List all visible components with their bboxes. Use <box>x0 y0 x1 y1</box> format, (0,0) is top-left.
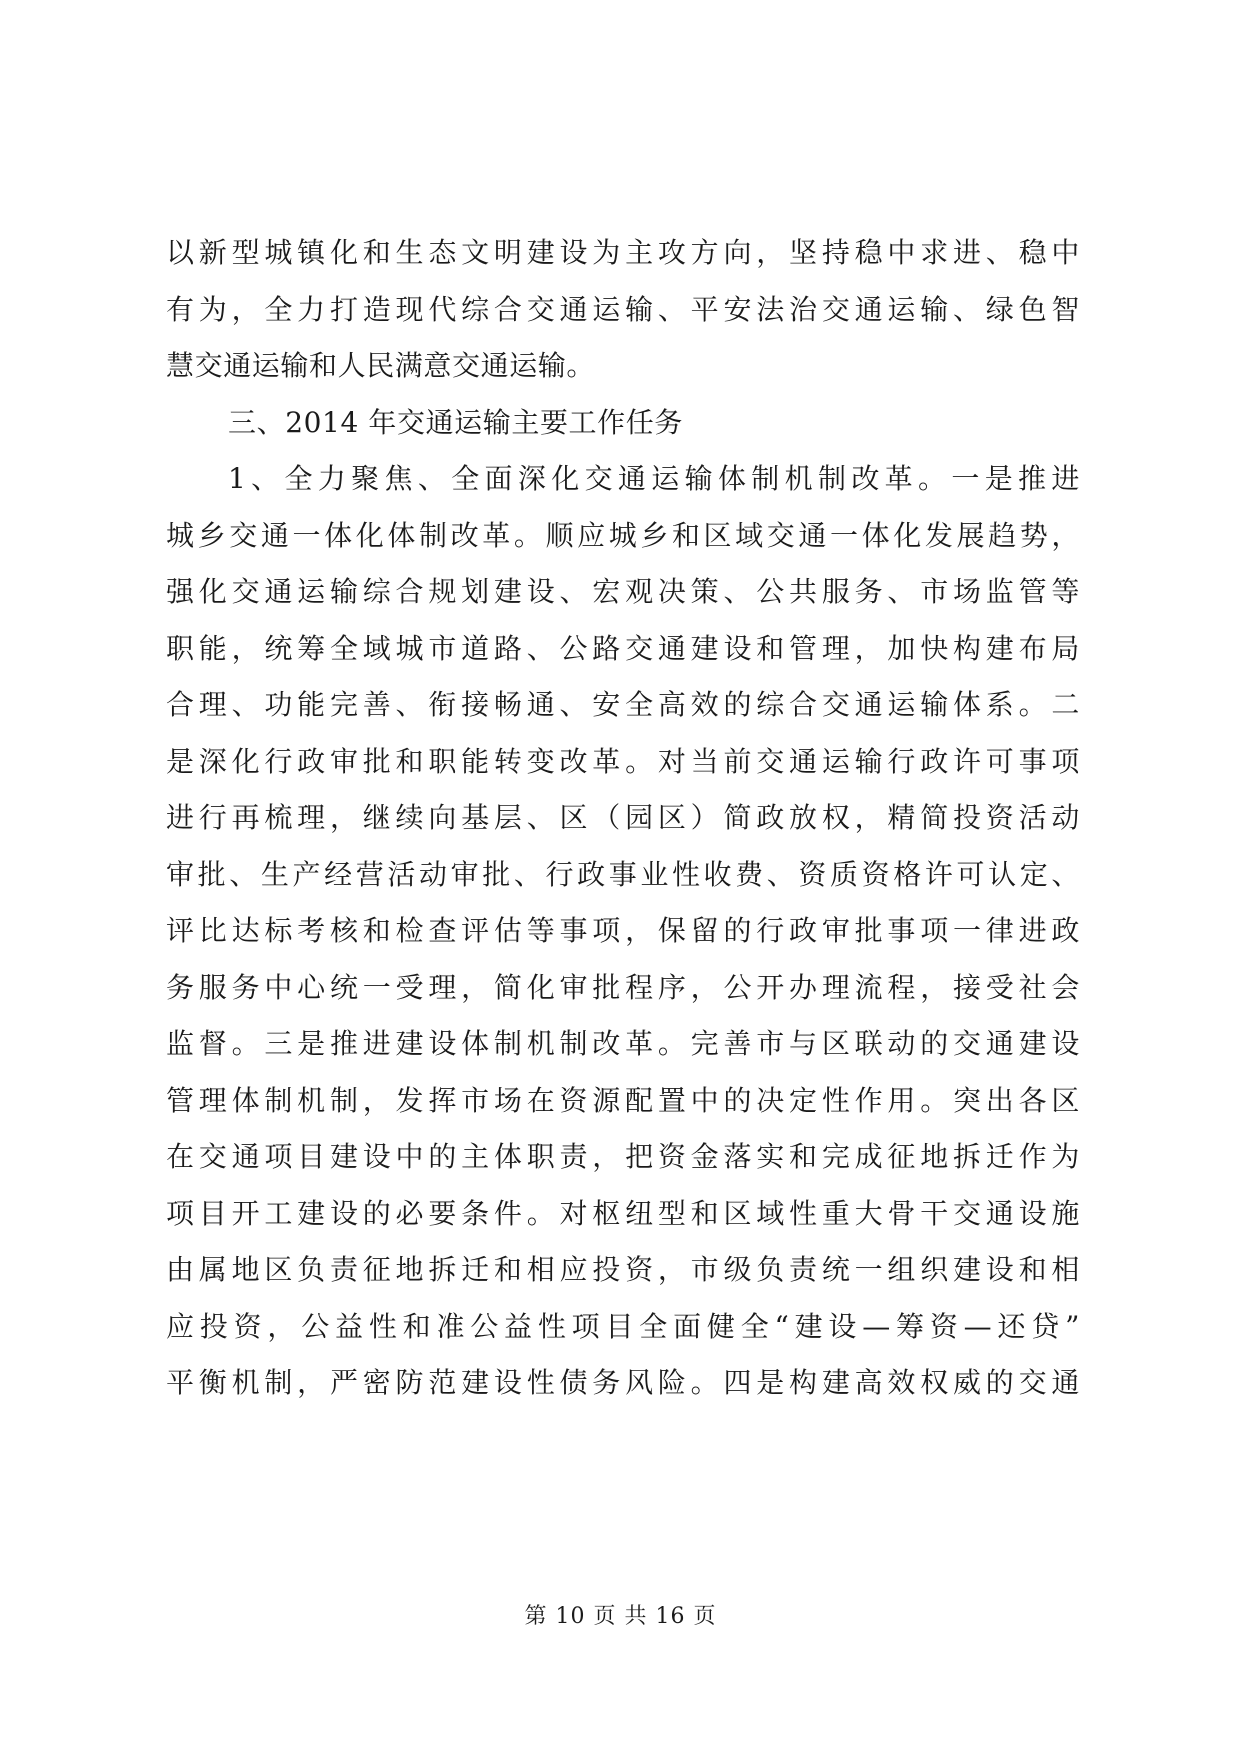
text-line: 合理、功能完善、衔接畅通、安全高效的综合交通运输体系。二 <box>166 688 1080 721</box>
text-line: 务服务中心统一受理，简化审批程序，公开办理流程，接受社会 <box>166 970 1080 1004</box>
text-line: 由属地区负责征地拆迁和相应投资，市级负责统一组织建设和相 <box>166 1253 1080 1286</box>
text-line: 1、全力聚焦、全面深化交通运输体制机制改革。一是推进 <box>228 462 1080 495</box>
body-text <box>166 225 1080 1412</box>
text-line: 平衡机制，严密防范建设性债务风险。四是构建高效权威的交通 <box>166 1366 1080 1399</box>
text-line: 职能，统筹全域城市道路、公路交通建设和管理，加快构建布局 <box>166 631 1080 665</box>
text-line: 城乡交通一体化体制改革。顺应城乡和区域交通一体化发展趋势， <box>166 518 1080 552</box>
text-line: 强化交通运输综合规划建设、宏观决策、公共服务、市场监管等 <box>166 575 1080 608</box>
text-line: 应投资，公益性和准公益性项目全面健全“建设—筹资—还贷” <box>166 1309 1080 1343</box>
text-line: 评比达标考核和检查评估等事项，保留的行政审批事项一律进政 <box>166 914 1080 947</box>
text-line: 管理体制机制，发挥市场在资源配置中的决定性作用。突出各区 <box>166 1083 1080 1117</box>
text-line: 慧交通运输和人民满意交通运输。 <box>166 349 596 382</box>
text-line: 有为，全力打造现代综合交通运输、平安法治交通运输、绿色智 <box>166 292 1080 326</box>
text-line: 进行再梳理，继续向基层、区（园区）简政放权，精简投资活动 <box>166 801 1080 834</box>
text-line: 以新型城镇化和生态文明建设为主攻方向，坚持稳中求进、稳中 <box>166 236 1080 269</box>
page-number: 第 10 页 共 16 页 <box>524 1604 717 1629</box>
text-line: 是深化行政审批和职能转变改革。对当前交通运输行政许可事项 <box>166 744 1080 778</box>
text-line: 监督。三是推进建设体制机制改革。完善市与区联动的交通建设 <box>166 1027 1080 1060</box>
section-heading: 三、2014 年交通运输主要工作任务 <box>228 405 683 439</box>
text-line: 审批、生产经营活动审批、行政事业性收费、资质资格许可认定、 <box>166 857 1080 891</box>
text-line: 项目开工建设的必要条件。对枢纽型和区域性重大骨干交通设施 <box>166 1196 1080 1230</box>
text-line: 在交通项目建设中的主体职责，把资金落实和完成征地拆迁作为 <box>166 1140 1080 1173</box>
